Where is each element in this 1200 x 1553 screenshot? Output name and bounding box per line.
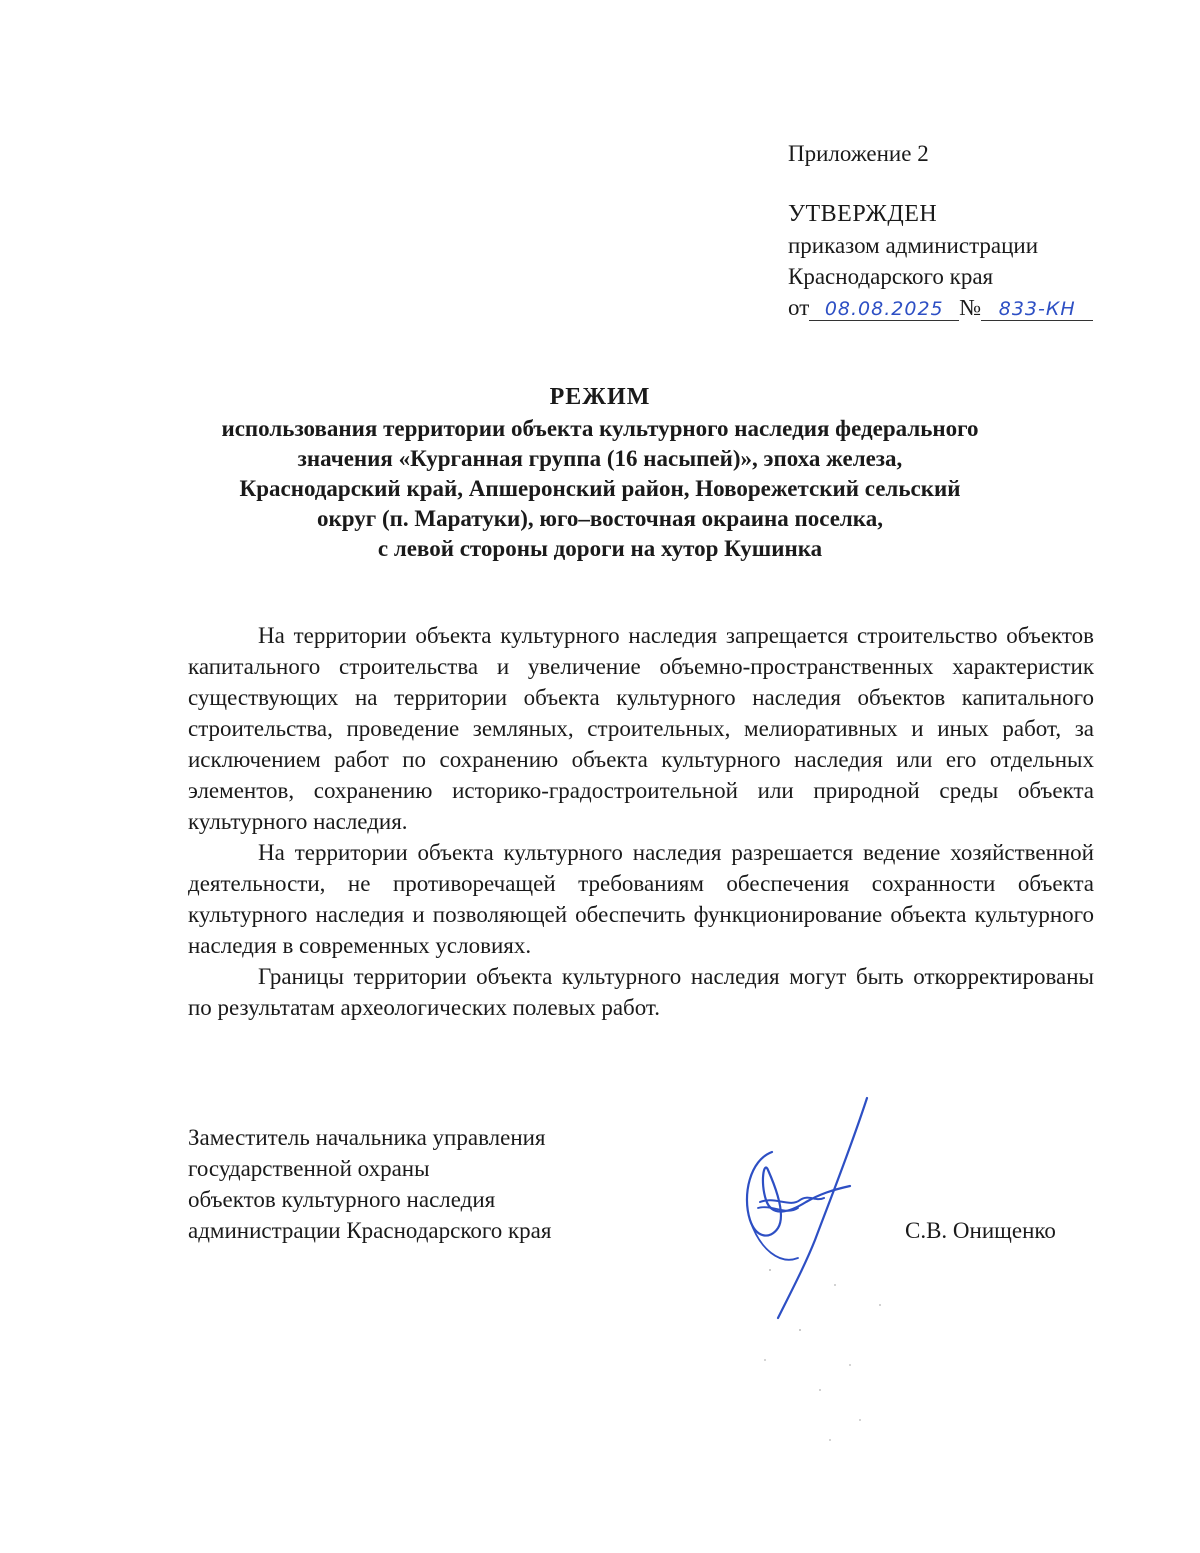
annex-label: Приложение 2 — [788, 141, 929, 166]
body-paragraph: На территории объекта культурного наследия запрещается строительство объектов капитального строительства и увеличение объемно-пространственных характеристик существующих на территории объекта культурного наследия объектов капитального строительства, проведение земляных, строительных, мелиоративных и иных работ, за исключением работ по сохранению объекта культурного наследия или его отдельных элементов, сохранению историко-градостроительной или природной среды объекта культурного наследия. — [188, 623, 1094, 834]
signer-position — [188, 1122, 551, 1246]
date-prefix: от — [788, 295, 810, 320]
document-body — [188, 620, 1094, 1023]
position-line: объектов культурного наследия — [188, 1187, 496, 1212]
title-line: использования территории объекта культурного наследия федерального — [221, 416, 979, 441]
title-line: Краснодарский край, Апшеронский район, Новорежетский сельский — [239, 476, 961, 501]
signer-name: С.В. Онищенко — [905, 1218, 1056, 1243]
approval-line-2: Краснодарского края — [788, 264, 994, 289]
handwritten-number: 833-КН — [981, 298, 1093, 321]
title-line: значения «Курганная группа (16 насыпей)», эпоха железа, — [297, 446, 903, 471]
title-heading: РЕЖИМ — [549, 384, 651, 410]
title-line: округ (п. Маратуки), юго–восточная окраина поселка, — [317, 506, 883, 531]
position-line: Заместитель начальника управления — [188, 1125, 546, 1150]
body-paragraph: На территории объекта культурного наследия разрешается ведение хозяйственной деятельности, не противоречащей требованиям обеспечения сохранности объекта культурного наследия и позволяющей обеспечить функционирование объекта культурного наследия в современных условиях. — [188, 840, 1094, 958]
approved-label: УТВЕРЖДЕН — [788, 201, 938, 227]
position-line: администрации Краснодарского края — [188, 1218, 552, 1243]
document-title — [150, 382, 1050, 564]
position-line: государственной охраны — [188, 1156, 430, 1181]
body-paragraph: Границы территории объекта культурного наследия могут быть откорректированы по результатам археологических полевых работ. — [188, 964, 1094, 1020]
scan-specks — [740, 1250, 900, 1450]
title-line: с левой стороны дороги на хутор Кушинка — [377, 536, 823, 561]
handwritten-date: 08.08.2025 — [809, 298, 959, 321]
approval-date-number — [788, 292, 1093, 323]
approval-stamp — [788, 138, 1093, 323]
number-prefix: № — [959, 295, 982, 320]
approval-line-1: приказом администрации — [788, 233, 1039, 258]
